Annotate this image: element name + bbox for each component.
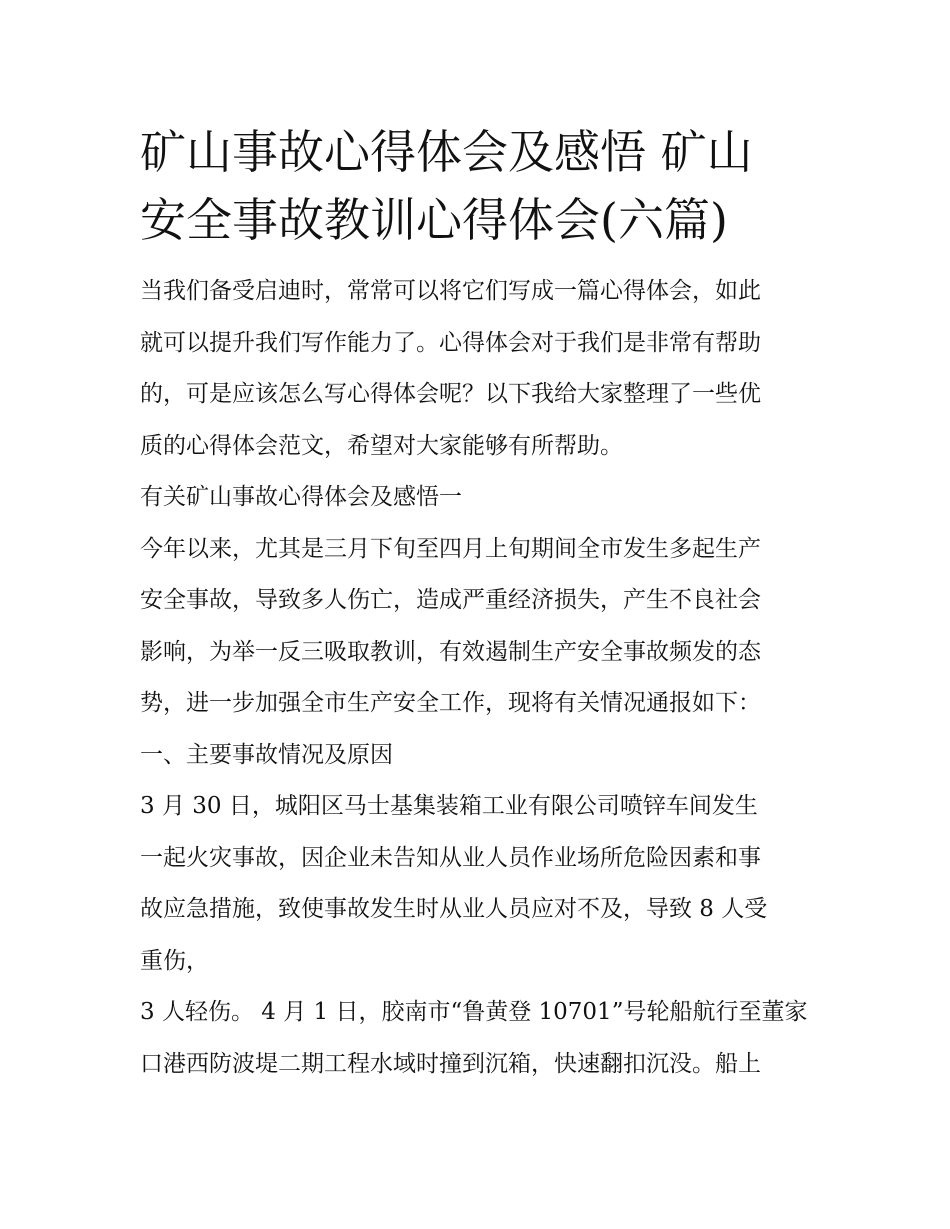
section-heading: 有关矿山事故心得体会及感悟一	[140, 484, 462, 510]
body-line: 今年以来，尤其是三月下旬至四月上旬期间全市发生多起生产	[140, 535, 761, 562]
body-line: 一起火灾事故，因企业未告知从业人员作业场所危险因素和事	[140, 844, 761, 871]
body-line: 3 人轻伤。 4 月 1 日，胶南市“鲁黄登 10701”号轮船航行至董家	[140, 999, 808, 1025]
body-line: 故应急措施，致使事故发生时从业人员应对不及，导致 8 人受	[140, 896, 768, 922]
document-title	[140, 118, 820, 254]
title-line-2: 安全事故教训心得体会(六篇)	[140, 193, 728, 247]
body-line: 影响，为举一反三吸取教训，有效遏制生产安全事故频发的态	[140, 638, 761, 665]
document-body	[140, 266, 820, 1090]
body-line: 质的心得体会范文，希望对大家能够有所帮助。	[140, 432, 623, 459]
body-line: 势，进一步加强全市生产安全工作，现将有关情况通报如下：	[140, 690, 761, 716]
body-line: 当我们备受启迪时，常常可以将它们写成一篇心得体会，如此	[140, 278, 761, 304]
body-line: 重伤，	[140, 947, 209, 974]
section-heading: 一、主要事故情况及原因	[140, 741, 393, 768]
body-line: 的，可是应该怎么写心得体会呢？以下我给大家整理了一些优	[140, 381, 761, 407]
body-line: 就可以提升我们写作能力了。心得体会对于我们是非常有帮助	[140, 329, 761, 356]
title-line-1: 矿山事故心得体会及感悟 矿山	[140, 125, 753, 179]
body-line: 安全事故，导致多人伤亡，造成严重经济损失，产生不良社会	[140, 587, 761, 613]
body-line: 口港西防波堤二期工程水域时撞到沉箱，快速翻扣沉没。船上	[140, 1050, 761, 1077]
body-line: 3 月 30 日，城阳区马士基集装箱工业有限公司喷锌车间发生	[140, 793, 758, 819]
document-page	[140, 118, 820, 1090]
